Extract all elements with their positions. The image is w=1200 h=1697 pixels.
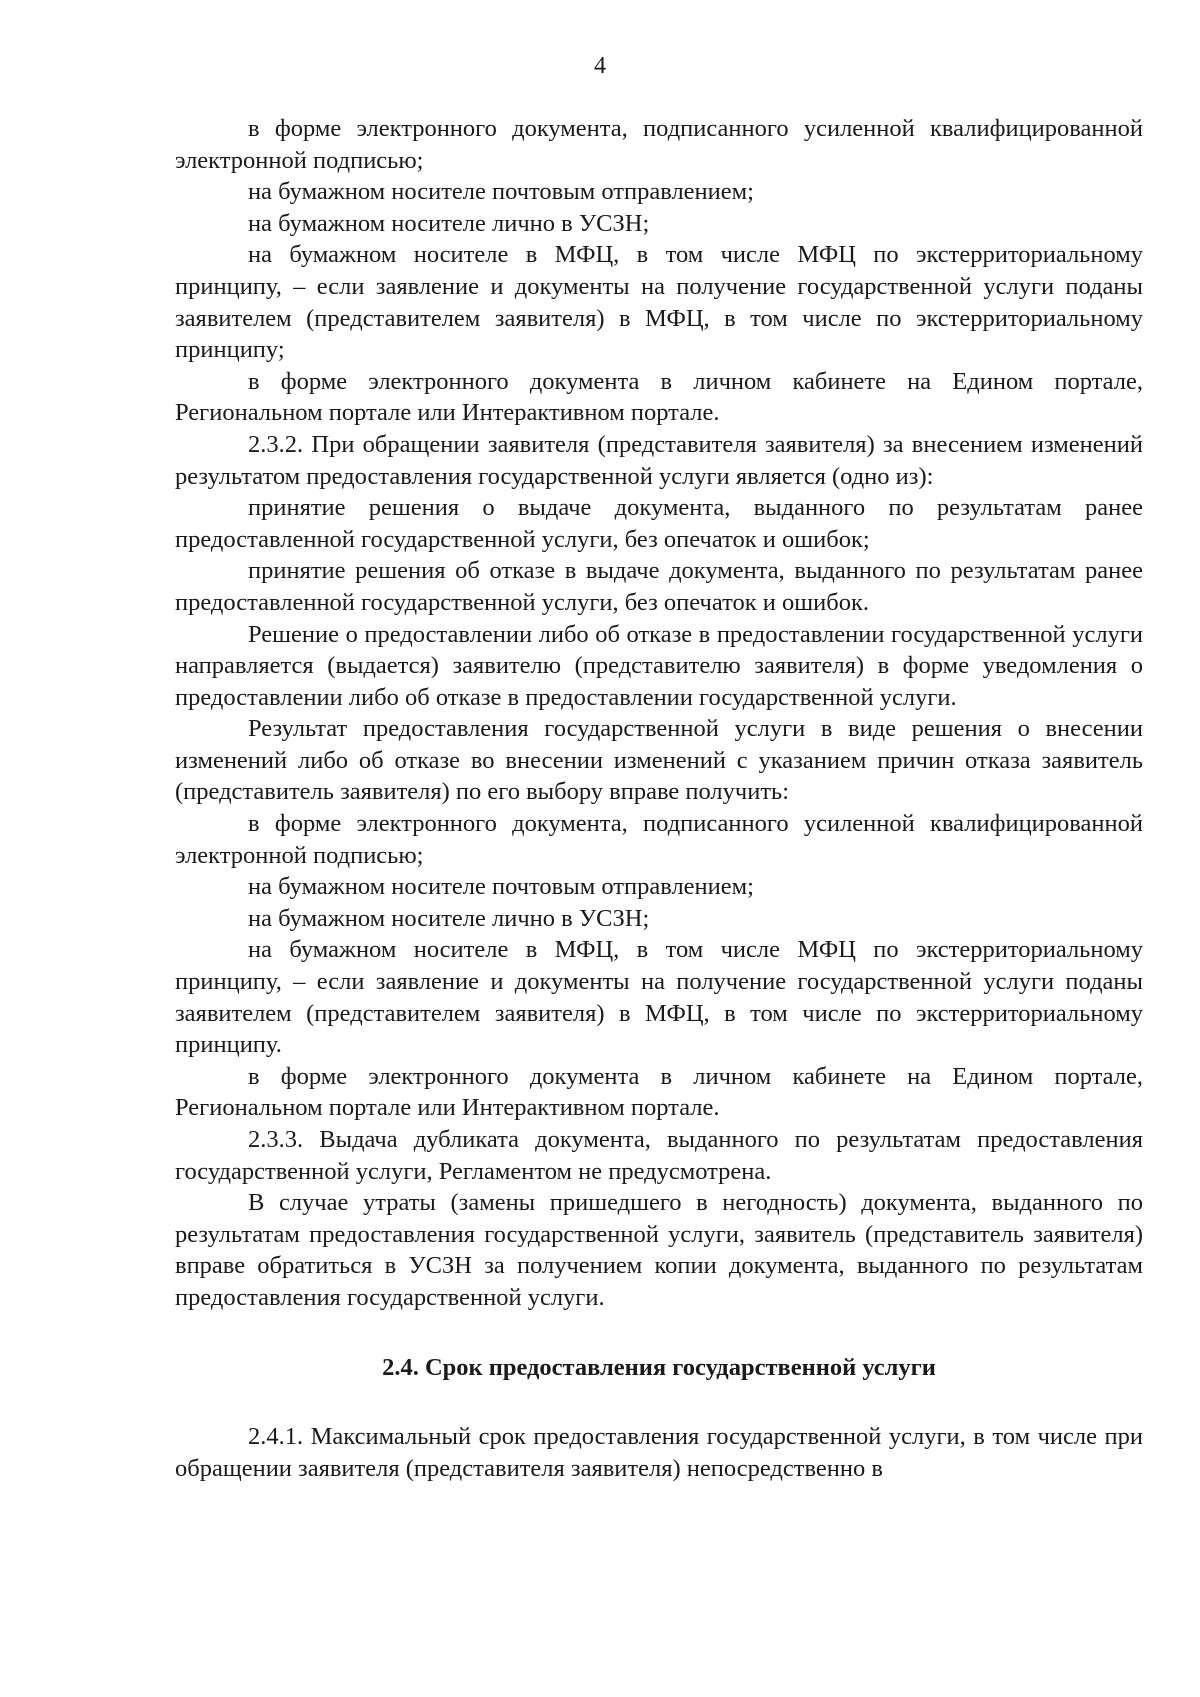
paragraph: принятие решения о выдаче документа, выданного по результатам ранее предоставленной государственной услуги, без опечаток и ошибок;	[175, 494, 1143, 553]
paragraph: Решение о предоставлении либо об отказе в предоставлении государственной услуги направляется (выдается) заявителю (представителю заявителя) в форме уведомления о предоставлении либо об отказе в предоставлении государственной услуги.	[175, 620, 1143, 711]
paragraph: в форме электронного документа в личном кабинете на Едином портале, Региональном портале или Интерактивном портале.	[175, 367, 1143, 427]
paragraph: принятие решения об отказе в выдаче документа, выданного по результатам ранее предоставленной государственной услуги, без опечаток и ошибок.	[175, 557, 1143, 616]
paragraph: В случае утраты (замены пришедшего в негодность) документа, выданного по результатам предоставления государственной услуги, заявитель (представитель заявителя) вправе обратиться в УСЗН за получением копии документа, выданного по результатам предоставления государственной услуги.	[175, 1189, 1143, 1311]
paragraph: на бумажном носителе в МФЦ, в том числе МФЦ по экстерриториальному принципу, – если заявление и документы на получение государственной услуги поданы заявителем (представителем заявителя) в МФЦ, в том числе по экстерриториальному принципу;	[175, 241, 1143, 364]
paragraph: в форме электронного документа, подписанного усиленной квалифицированной электронной подписью;	[175, 810, 1143, 869]
paragraph: на бумажном носителе почтовым отправлением;	[248, 178, 754, 206]
paragraph: на бумажном носителе лично в УСЗН;	[248, 904, 650, 932]
paragraph: в форме электронного документа в личном кабинете на Едином портале, Региональном портале или Интерактивном портале.	[175, 1062, 1143, 1122]
paragraph: на бумажном носителе лично в УСЗН;	[248, 209, 650, 237]
paragraph: Результат предоставления государственной услуги в виде решения о внесении изменений либо об отказе во внесении изменений с указанием причин отказа заявитель (представитель заявителя) по его выбору вправе получить:	[175, 715, 1143, 806]
paragraph: 2.4.1. Максимальный срок предоставления государственной услуги, в том числе при обращении заявителя (представителя заявителя) непосредственно в	[175, 1423, 1143, 1482]
paragraph: на бумажном носителе почтовым отправлением;	[248, 873, 754, 901]
paragraph: 2.3.3. Выдача дубликата документа, выданного по результатам предоставления государственной услуги, Регламентом не предусмотрена.	[175, 1126, 1143, 1185]
paragraph: 2.3.2. При обращении заявителя (представителя заявителя) за внесением изменений результатом предоставления государственной услуги является (одно из):	[175, 430, 1143, 490]
paragraph: в форме электронного документа, подписанного усиленной квалифицированной электронной подписью;	[175, 115, 1143, 174]
paragraph: на бумажном носителе в МФЦ, в том числе МФЦ по экстерриториальному принципу, – если заявление и документы на получение государственной услуги поданы заявителем (представителем заявителя) в МФЦ, в том числе по экстерриториальному принципу.	[175, 936, 1143, 1059]
section-heading: 2.4. Срок предоставления государственной услуги	[382, 1353, 936, 1381]
document-body	[175, 113, 1143, 1484]
page-number: 4	[594, 53, 606, 79]
